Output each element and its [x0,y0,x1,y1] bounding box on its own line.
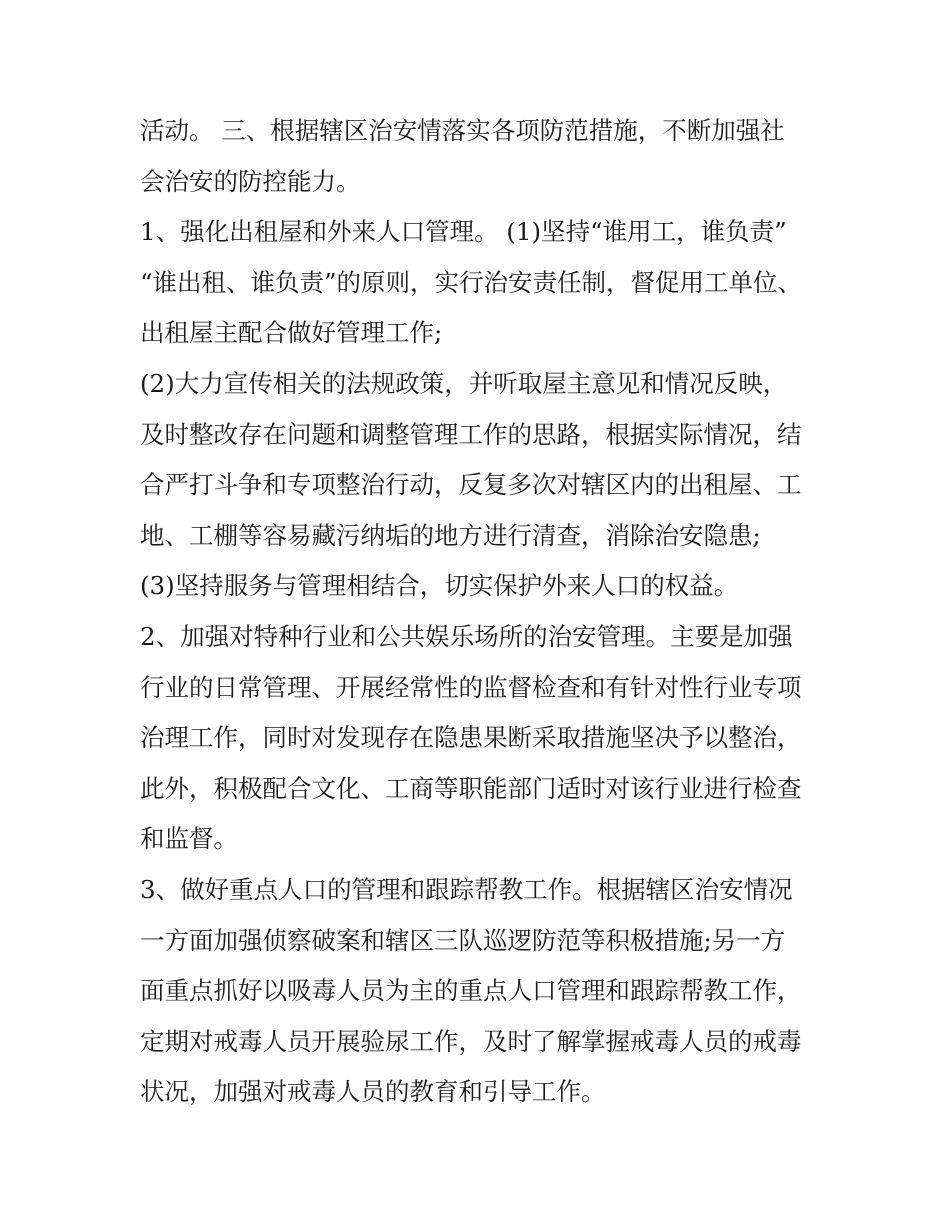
text-line: 1、强化出租屋和外来人口管理。 (1)坚持“谁用工，谁负责” [140,217,787,247]
text-line: 出租屋主配合做好管理工作; [140,318,443,348]
text-line: 活动。 三、根据辖区治安情落实各项防范措施，不断加强社 [140,116,785,145]
text-line: 3、做好重点人口的管理和跟踪帮教工作。根据辖区治安情况 [140,874,793,904]
text-line: 和监督。 [140,824,238,854]
text-line: 治理工作，同时对发现存在隐患果断采取措施坚决予以整治， [140,723,802,753]
text-line: 面重点抓好以吸毒人员为主的重点人口管理和跟踪帮教工作， [140,976,802,1006]
text-line: (3)坚持服务与管理相结合，切实保护外来人口的权益。 [140,571,739,601]
text-line: 状况，加强对戒毒人员的教育和引导工作。 [140,1077,606,1107]
text-line: 定期对戒毒人员开展验尿工作，及时了解掌握戒毒人员的戒毒 [140,1026,802,1056]
text-line: “谁出租、谁负责”的原则，实行治安责任制，督促用工单位、 [140,267,803,297]
text-line: 2、加强对特种行业和公共娱乐场所的治安管理。主要是加强 [140,621,793,651]
text-line: 及时整改存在问题和调整管理工作的思路，根据实际情况，结 [140,419,802,449]
text-line: 地、工棚等容易藏污纳垢的地方进行清查，消除治安隐患; [140,520,761,550]
text-line: 一方面加强侦察破案和辖区三队巡逻防范等积极措施;另一方 [140,925,786,955]
text-line: 会治安的防控能力。 [140,166,361,196]
text-line: (2)大力宣传相关的法规政策，并听取屋主意见和情况反映， [140,368,788,398]
text-line: 合严打斗争和专项整治行动，反复多次对辖区内的出租屋、工 [140,470,802,500]
body-text [140,106,820,1118]
text-line: 行业的日常管理、开展经常性的监督检查和有针对性行业专项 [140,672,802,702]
text-line: 此外，积极配合文化、工商等职能部门适时对该行业进行检查 [140,773,802,803]
